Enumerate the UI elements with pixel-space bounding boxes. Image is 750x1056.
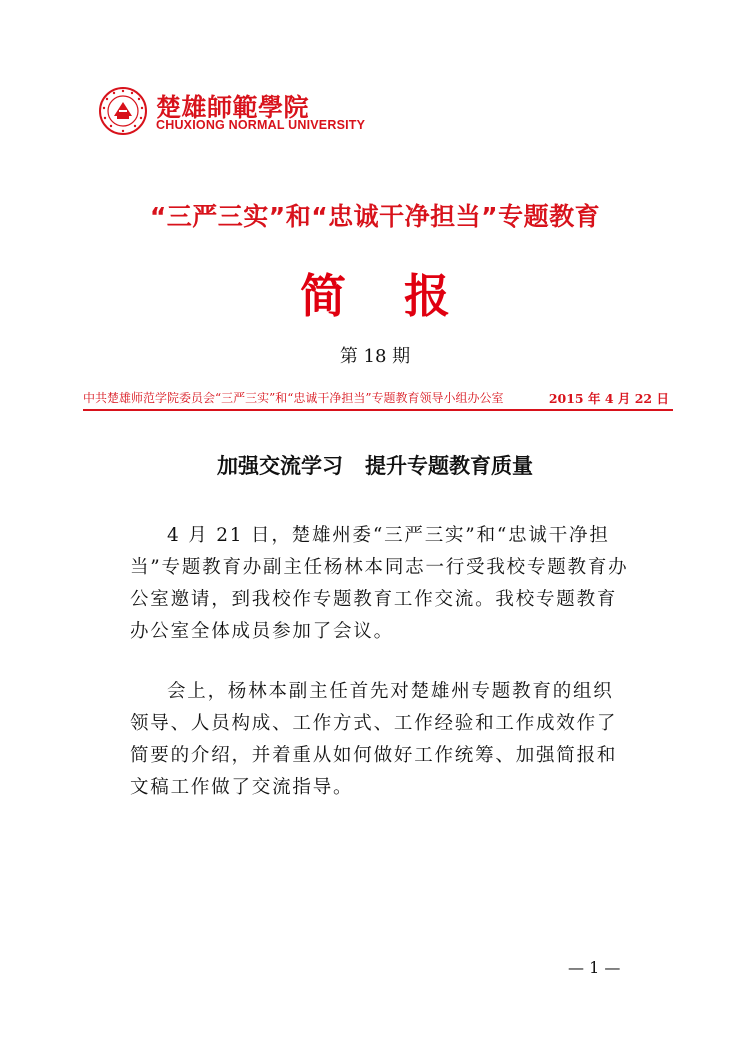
issue-date: 2015 年 4 月 22 日 (548, 391, 669, 406)
red-divider (83, 409, 673, 411)
topic-title: “三严三实”和“忠诚干净担当”专题教育 (149, 202, 601, 231)
issue-number: 第 18 期 (339, 346, 411, 367)
university-seal-icon (98, 86, 148, 136)
page-number: — 1 — (568, 958, 621, 977)
article-paragraph-1: 4 月 21 日，楚雄州委“三严三实”和“忠诚干净担当”专题教育办副主任杨林本同志一行受我校专题教育办公室邀请，到我校作专题教育工作交流。我校专题教育办公室全体成员参加了会议。 (130, 525, 629, 642)
article-headline: 加强交流学习 提升专题教育质量 (217, 453, 533, 478)
article-paragraph-2: 会上，杨林本副主任首先对楚雄州专题教育的组织领导、人员构成、工作方式、工作经验和工作成效作了简要的介绍，并着重从如何做好工作统筹、加强简报和文稿工作做了交流指导。 (130, 681, 618, 798)
issuer-line (83, 389, 673, 407)
university-logo (98, 86, 366, 138)
issuer-organization: 中共楚雄师范学院委员会“三严三实”和“忠诚干净担当”专题教育领导小组办公室 (83, 391, 504, 405)
university-name-cn: 楚雄師範學院 (156, 93, 310, 122)
university-name-en: CHUXIONG NORMAL UNIVERSITY (156, 118, 366, 132)
document-title: 简报 (300, 269, 508, 323)
